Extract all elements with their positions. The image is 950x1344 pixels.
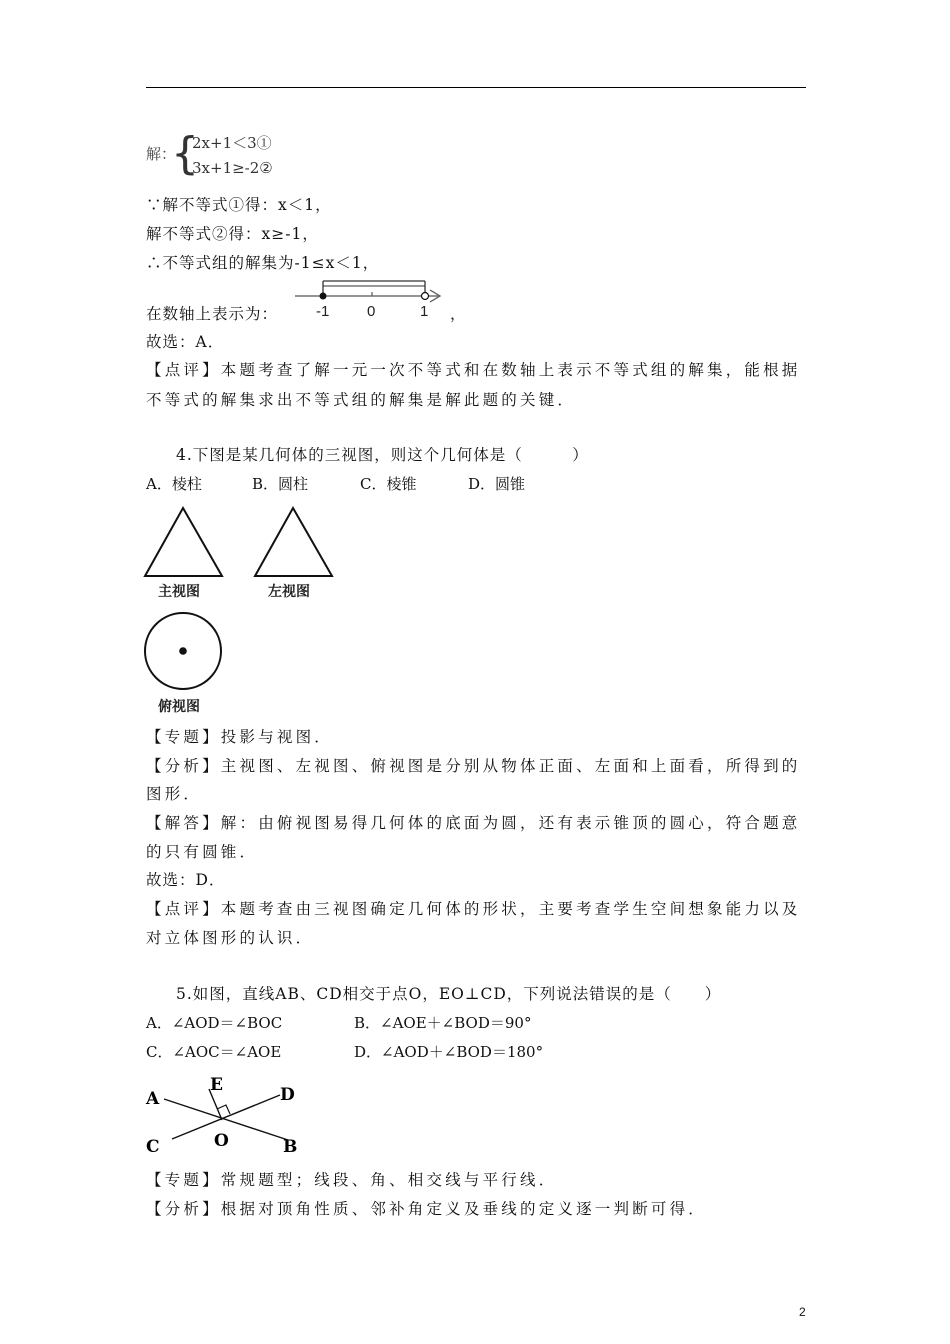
inequality-1: 2x+1＜3① [192,134,272,152]
q4-comment-2: 对立体图形的认识． [146,929,315,947]
q5-option-d: D．∠AOD＋∠BOD＝180° [354,1043,544,1061]
left-view-triangle [255,508,332,576]
solution-line-1: ∵解不等式①得：x＜1， [146,196,332,214]
label-b: B [283,1137,298,1157]
left-view-label: 左视图 [268,584,310,600]
solution-label: 解： [146,145,177,163]
page-number: 2 [799,1305,806,1319]
numberline-suffix: ， [450,305,467,323]
q4-analysis-1: 【分析】主视图、左视图、俯视图是分别从物体正面、左面和上面看，所得到的 [146,757,801,775]
q4-question: 4.下图是某几何体的三视图，则这个几何体是（ ） [176,446,589,464]
q4-option-a: A．棱柱 [146,475,202,493]
q5-analysis: 【分析】根据对顶角性质、邻补角定义及垂线的定义逐一判断可得． [146,1200,708,1218]
label-d: D [280,1085,295,1105]
q4-answer-2: 的只有圆锥． [146,843,259,861]
q5-option-a: A．∠AOD＝∠BOC [146,1014,283,1032]
inequality-system [146,128,306,184]
closed-point-icon [320,293,327,300]
open-point-icon [422,293,429,300]
q4-option-b: B．圆柱 [252,475,309,493]
q5-topic: 【专题】常规题型；线段、角、相交线与平行线． [146,1171,558,1189]
q5-option-c: C．∠AOC＝∠AOE [146,1043,282,1061]
solution-answer: 故选：A． [146,333,225,351]
numberline-prefix: 在数轴上表示为： [146,305,279,323]
solution-comment-2: 不等式的解集求出不等式组的解集是解此题的关键． [146,391,577,409]
header-rule [146,87,806,88]
tick-label-0: 0 [367,303,376,320]
q4-option-d: D．圆锥 [468,475,526,493]
q4-comment-1: 【点评】本题考查由三视图确定几何体的形状，主要考查学生空间想象能力以及 [146,900,801,918]
q4-option-c: C．棱锥 [360,475,417,493]
intersecting-lines-figure [140,1070,320,1160]
label-o: O [214,1131,229,1151]
tick-label-1: 1 [420,303,429,320]
tick-label-neg1: -1 [316,303,330,320]
label-c: C [146,1137,160,1157]
q5-option-b: B．∠AOE＋∠BOD＝90° [354,1014,532,1032]
inequality-2: 3x+1≥-2② [192,159,273,177]
q4-analysis-2: 图形． [146,785,203,803]
label-e: E [210,1075,223,1095]
apex-dot-icon [179,647,187,655]
solution-line-3: ∴不等式组的解集为-1≤x＜1， [146,254,380,272]
number-line-figure [290,272,450,324]
q5-question: 5.如图，直线AB、CD相交于点O，EO⊥CD，下列说法错误的是（ ） [176,985,722,1003]
front-view-label: 主视图 [158,584,200,600]
q4-topic: 【专题】投影与视图． [146,728,334,746]
q4-answer-1: 【解答】解：由俯视图易得几何体的底面为圆，还有表示锥顶的圆心，符合题意 [146,814,801,832]
top-view-label: 俯视图 [158,699,200,715]
solution-line-2: 解不等式②得：x≥-1， [146,225,319,243]
q4-choice: 故选：D． [146,871,226,889]
solution-comment-1: 【点评】本题考查了解一元一次不等式和在数轴上表示不等式组的解集，能根据 [146,361,801,379]
three-views-figure [140,500,350,715]
brace-icon: { [171,128,199,179]
front-view-triangle [145,508,222,576]
label-a: A [146,1089,160,1109]
